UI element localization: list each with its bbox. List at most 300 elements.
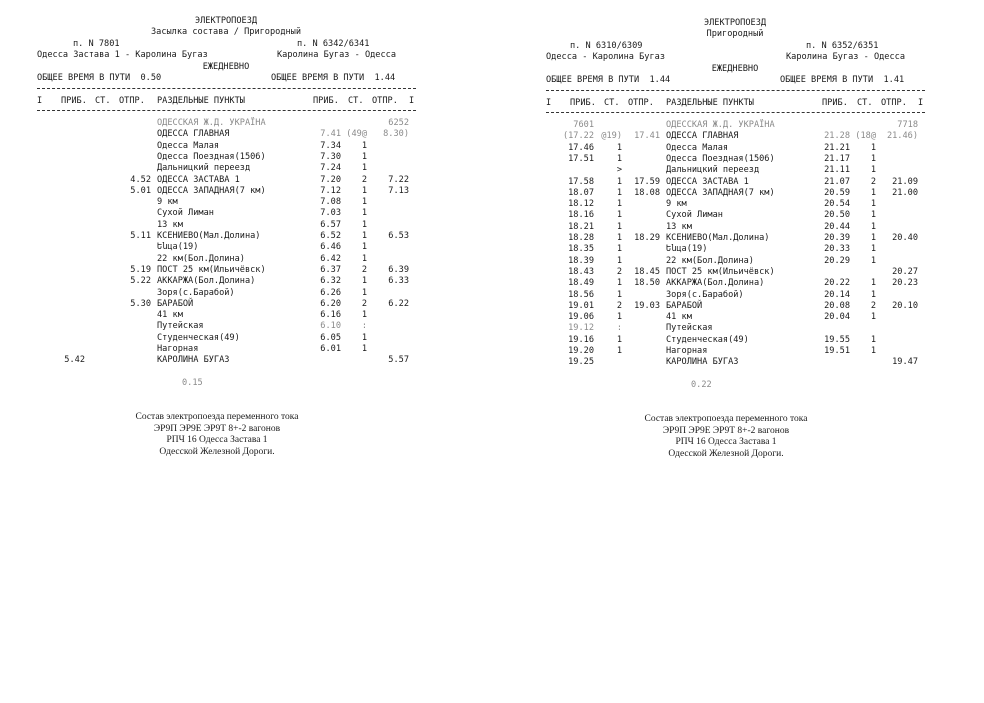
- header-i-right: I: [409, 96, 415, 106]
- arrival-outbound: [37, 321, 85, 332]
- departure-outbound: 18.45: [634, 266, 660, 277]
- arrival-outbound: [37, 299, 85, 310]
- station-name: ОДЕССА ЗАПАДНАЯ(7 км): [666, 187, 775, 198]
- arrival-outbound: [37, 141, 85, 152]
- departure-outbound: 18.29: [634, 233, 660, 243]
- stop-outbound: [89, 310, 113, 321]
- table-row: [546, 233, 938, 244]
- header-arrival-right: ПРИБ.: [822, 98, 848, 108]
- arrival-return: 20.54: [824, 199, 850, 210]
- station-name: ОДЕССА ЗАСТАВА 1: [666, 176, 749, 187]
- stop-return: 1: [361, 310, 367, 321]
- departure-return: [367, 254, 409, 265]
- stop-return: 2: [361, 264, 367, 275]
- arrival-return: 19.55: [824, 334, 850, 345]
- station-name: 13 км: [666, 221, 692, 232]
- station-name: 22 км(Бол.Долина): [157, 253, 245, 264]
- stop-return: 1: [361, 185, 367, 196]
- header-arrival-left: ПРИБ.: [61, 96, 87, 106]
- station-name: КСЕНИЕВО(Мал.Долина): [666, 233, 770, 243]
- stop-return: 2: [361, 298, 367, 309]
- departure-outbound: [115, 163, 151, 174]
- train-number-return: п. N 6342/6341: [297, 39, 370, 49]
- header-stop-right: СТ.: [348, 96, 364, 106]
- station-name: Одесса Малая: [666, 142, 729, 153]
- stop-outbound: 2: [616, 266, 622, 277]
- arrival-outbound: [37, 310, 85, 321]
- station-name: КСЕНИЕВО(Мал.Долина): [157, 231, 261, 241]
- stop-outbound: 2: [616, 300, 622, 311]
- departure-outbound: 5.19: [130, 264, 151, 275]
- table-header: [546, 98, 938, 109]
- departure-outbound: [115, 208, 151, 219]
- header-arrival-left: ПРИБ.: [570, 98, 596, 108]
- stop-return: 2: [870, 176, 876, 187]
- stop-return: 1: [870, 210, 876, 221]
- departure-return: 7718: [897, 120, 918, 130]
- arrival-outbound: [37, 220, 85, 231]
- stop-outbound: [89, 129, 113, 140]
- stop-outbound: 1: [616, 312, 622, 323]
- departure-return: [876, 290, 918, 301]
- arrival-outbound: [546, 165, 594, 176]
- stop-return: 1: [361, 219, 367, 230]
- table-row: [37, 344, 429, 355]
- train-number-outbound: п. N 6310/6309: [570, 41, 643, 51]
- arrival-return: 6.05: [320, 332, 341, 343]
- departure-outbound: [115, 310, 151, 321]
- departure-outbound: 17.59: [634, 176, 660, 187]
- stop-return: 1: [361, 287, 367, 298]
- header-departure-left: ОТПР.: [119, 96, 145, 106]
- station-name: Дальницкий переезд: [666, 165, 760, 176]
- arrival-return: [808, 357, 850, 368]
- arrival-outbound: [37, 118, 85, 129]
- station-name: ОДЕССКАЯ Ж.Д. УКРАЇНА: [157, 118, 266, 128]
- table-row: [546, 210, 938, 221]
- departure-outbound: 19.03: [634, 300, 660, 311]
- departure-return: 7.13: [388, 185, 409, 196]
- arrival-outbound: 19.20: [568, 346, 594, 356]
- stop-return: 1: [870, 142, 876, 153]
- stop-outbound: [89, 254, 113, 265]
- arrival-outbound: [37, 231, 85, 242]
- header-stop-left: СТ.: [604, 98, 620, 108]
- total-time-return: ОБЩЕЕ ВРЕМЯ В ПУТИ 1.44: [271, 73, 396, 83]
- arrival-return: [299, 118, 341, 129]
- train-number-outbound: п. N 7801: [73, 39, 120, 49]
- stop-return: 1: [870, 255, 876, 266]
- stop-outbound: [89, 299, 113, 310]
- stop-outbound: 1: [616, 346, 622, 356]
- arrival-outbound: [37, 333, 85, 344]
- arrival-return: 21.21: [824, 142, 850, 153]
- arrival-outbound: 18.16: [568, 210, 594, 221]
- arrival-outbound: 19.25: [568, 357, 594, 368]
- table-row: [546, 143, 938, 154]
- departure-outbound: [624, 210, 660, 221]
- stop-return: [852, 357, 876, 368]
- table-row: [546, 165, 938, 176]
- arrival-outbound: 19.12: [568, 323, 594, 334]
- departure-outbound: 5.01: [130, 185, 151, 196]
- arrival-return: 20.44: [824, 221, 850, 232]
- stop-outbound: 1: [616, 244, 622, 255]
- arrival-return: [299, 355, 341, 366]
- station-name: Путейская: [666, 323, 713, 334]
- stop-return: 1: [870, 165, 876, 176]
- departure-outbound: [624, 256, 660, 267]
- arrival-outbound: 18.35: [568, 244, 594, 255]
- table-row: [37, 355, 429, 366]
- arrival-outbound: [37, 265, 85, 276]
- timetable-rows: [37, 118, 429, 368]
- station-name: ОДЕССА ГЛАВНАЯ: [666, 131, 739, 142]
- departure-outbound: [624, 323, 660, 334]
- timetable-right: [546, 0, 938, 470]
- arrival-return: 6.20: [320, 298, 341, 309]
- station-name: Сухой Лиман: [157, 208, 214, 219]
- stop-return: [852, 267, 876, 278]
- arrival-return: 20.08: [824, 300, 850, 311]
- departure-return: [367, 242, 409, 253]
- stop-return: 1: [361, 231, 367, 241]
- arrival-outbound: 19.06: [568, 312, 594, 323]
- departure-return: [367, 163, 409, 174]
- arrival-outbound: [37, 129, 85, 140]
- stop-outbound: [598, 120, 622, 131]
- station-name: АККАРЖА(Бол.Долина): [157, 276, 256, 287]
- header-stop-right: СТ.: [857, 98, 873, 108]
- stop-return: 1: [870, 233, 876, 243]
- station-name: 9 км: [157, 197, 178, 208]
- total-time-outbound: ОБЩЕЕ ВРЕМЯ В ПУТИ 0.50: [37, 73, 162, 83]
- route-return: Каролина Бугаз - Одесса: [786, 52, 905, 62]
- stop-return: [852, 120, 876, 131]
- arrival-return: 20.59: [824, 187, 850, 198]
- header-stop-left: СТ.: [95, 96, 111, 106]
- table-row: [546, 312, 938, 323]
- station-name: 41 км: [666, 312, 692, 323]
- arrival-outbound: 17.58: [568, 176, 594, 187]
- table-row: [546, 199, 938, 210]
- arrival-outbound: 7601: [573, 120, 594, 130]
- departure-outbound: [624, 312, 660, 323]
- arrival-outbound: 19.16: [568, 334, 594, 345]
- arrival-return: 20.14: [824, 289, 850, 300]
- departure-outbound: [624, 199, 660, 210]
- table-row: [37, 186, 429, 197]
- station-name: 22 км(Бол.Долина): [666, 255, 754, 266]
- arrival-outbound: 19.01: [568, 300, 594, 311]
- stop-return: 1: [870, 153, 876, 164]
- stop-time: 0.22: [691, 380, 712, 390]
- station-name: 41 км: [157, 310, 183, 321]
- departure-outbound: [624, 222, 660, 233]
- arrival-return: 19.51: [824, 346, 850, 356]
- stop-outbound: [89, 321, 113, 332]
- stop-outbound: 1: [616, 142, 622, 153]
- timetable-left: [37, 0, 429, 470]
- arrival-return: 20.33: [824, 244, 850, 255]
- arrival-return: 20.04: [824, 312, 850, 323]
- table-row: [37, 175, 429, 186]
- arrival-outbound: [37, 186, 85, 197]
- arrival-outbound: 18.28: [568, 233, 594, 243]
- departure-outbound: 17.41: [634, 131, 660, 142]
- stop-return: 1: [870, 278, 876, 289]
- header-departure-left: ОТПР.: [628, 98, 654, 108]
- arrival-outbound: 18.21: [568, 221, 594, 232]
- footer-line: Одесской Железной Дороги.: [668, 448, 784, 459]
- stop-return: 1: [361, 151, 367, 162]
- arrival-outbound: [37, 163, 85, 174]
- departure-return: 8.30): [383, 129, 409, 140]
- arrival-return: 20.50: [824, 210, 850, 221]
- departure-outbound: [115, 118, 151, 129]
- arrival-return: 20.39: [824, 233, 850, 243]
- arrival-return: 7.30: [320, 151, 341, 162]
- table-row: [37, 276, 429, 287]
- stop-return: 1: [870, 187, 876, 198]
- stop-outbound: 1: [616, 278, 622, 289]
- stop-return: 1: [361, 253, 367, 264]
- arrival-return: 7.20: [320, 174, 341, 185]
- departure-outbound: [115, 141, 151, 152]
- station-name: 9 км: [666, 199, 687, 210]
- timetable-title: ЭЛЕКТРОПОЕЗД: [703, 18, 767, 28]
- header-i-left: I: [37, 96, 43, 106]
- arrival-return: 7.12: [320, 185, 341, 196]
- arrival-return: 6.26: [320, 287, 341, 298]
- separator: [546, 112, 925, 113]
- departure-return: 5.57: [388, 355, 409, 366]
- stop-return: 1: [870, 199, 876, 210]
- departure-return: [367, 333, 409, 344]
- table-row: [546, 335, 938, 346]
- arrival-return: 6.52: [320, 231, 341, 241]
- departure-outbound: [624, 335, 660, 346]
- stop-outbound: [89, 220, 113, 231]
- arrival-return: 21.11: [824, 165, 850, 176]
- table-row: [37, 141, 429, 152]
- station-name: 13 км: [157, 219, 183, 230]
- stop-return: 1: [361, 140, 367, 151]
- timetable-subtitle: Засылка состава / Пригородный: [150, 27, 302, 37]
- departure-outbound: [115, 344, 151, 355]
- table-row: [37, 242, 429, 253]
- table-header: [37, 96, 429, 107]
- header-arrival-right: ПРИБ.: [313, 96, 339, 106]
- arrival-outbound: 17.46: [568, 142, 594, 153]
- stop-return: 1: [361, 163, 367, 174]
- header-stations: РАЗДЕЛЬНЫЕ ПУНКТЫ: [157, 96, 245, 106]
- table-row: [546, 290, 938, 301]
- arrival-outbound: [37, 344, 85, 355]
- stop-return: (49@: [346, 129, 367, 140]
- arrival-return: 20.22: [824, 278, 850, 289]
- station-name: Ենца(19): [157, 242, 199, 253]
- departure-outbound: [624, 143, 660, 154]
- footer-line: Состав электропоезда переменного тока: [644, 414, 808, 424]
- stop-outbound: 1: [616, 334, 622, 345]
- arrival-outbound: [37, 197, 85, 208]
- station-name: Зоря(с.Барабой): [157, 287, 235, 298]
- table-row: [37, 231, 429, 242]
- table-row: [37, 197, 429, 208]
- arrival-return: 6.10: [320, 321, 341, 332]
- station-name: КАРОЛИНА БУГАЗ: [157, 355, 230, 366]
- station-name: Одесса Поездная(1506): [157, 151, 266, 162]
- table-row: [546, 188, 938, 199]
- stop-outbound: [89, 186, 113, 197]
- separator: [37, 110, 416, 111]
- stop-outbound: [89, 231, 113, 242]
- station-name: Нагорная: [157, 344, 199, 354]
- stop-return: [343, 355, 367, 366]
- departure-return: [367, 220, 409, 231]
- departure-return: [367, 152, 409, 163]
- station-name: Нагорная: [666, 346, 708, 356]
- departure-return: 19.47: [892, 357, 918, 368]
- arrival-outbound: [37, 208, 85, 219]
- arrival-return: 7.08: [320, 197, 341, 208]
- separator: [546, 90, 925, 91]
- total-time-return: ОБЩЕЕ ВРЕМЯ В ПУТИ 1.41: [780, 75, 905, 85]
- table-row: [546, 278, 938, 289]
- arrival-return: 20.29: [824, 255, 850, 266]
- departure-outbound: [115, 152, 151, 163]
- departure-return: [876, 312, 918, 323]
- arrival-outbound: (17.22: [562, 131, 594, 142]
- station-name: КАРОЛИНА БУГАЗ: [666, 357, 739, 368]
- stop-return: 1: [361, 242, 367, 253]
- stop-outbound: >: [616, 165, 622, 176]
- departure-return: [367, 321, 409, 332]
- stop-outbound: [89, 163, 113, 174]
- table-row: [37, 220, 429, 231]
- arrival-return: 6.57: [320, 219, 341, 230]
- departure-outbound: 5.30: [130, 298, 151, 309]
- arrival-return: [808, 323, 850, 334]
- departure-return: [876, 210, 918, 221]
- arrival-return: 21.28: [824, 131, 850, 142]
- arrival-return: 6.46: [320, 242, 341, 253]
- departure-return: 21.46): [886, 131, 918, 142]
- arrival-return: 7.03: [320, 208, 341, 219]
- table-row: [37, 129, 429, 140]
- departure-outbound: [115, 129, 151, 140]
- stop-outbound: [89, 355, 113, 366]
- station-name: ОДЕССКАЯ Ж.Д. УКРАЇНА: [666, 120, 775, 130]
- header-departure-right: ОТПР.: [372, 96, 398, 106]
- arrival-return: 7.24: [320, 163, 341, 174]
- departure-return: [367, 310, 409, 321]
- departure-outbound: [115, 220, 151, 231]
- departure-return: [876, 165, 918, 176]
- departure-return: 6.53: [388, 231, 409, 241]
- departure-outbound: 18.08: [634, 187, 660, 198]
- arrival-outbound: [37, 242, 85, 253]
- footer-line: Одесской Железной Дороги.: [159, 446, 275, 457]
- departure-outbound: 5.11: [130, 231, 151, 241]
- departure-return: [367, 141, 409, 152]
- departure-outbound: [115, 321, 151, 332]
- departure-return: 20.23: [892, 278, 918, 289]
- arrival-return: 6.32: [320, 276, 341, 287]
- stop-outbound: [89, 175, 113, 186]
- departure-return: 6.39: [388, 264, 409, 275]
- footer-line: ЭР9П ЭР9Е ЭР9Т 8+-2 вагонов: [153, 423, 281, 434]
- stop-outbound: [89, 276, 113, 287]
- stop-outbound: 1: [616, 289, 622, 300]
- departure-outbound: 18.50: [634, 278, 660, 289]
- route-return: Каролина Бугаз - Одесса: [277, 50, 396, 60]
- arrival-outbound: 17.51: [568, 153, 594, 164]
- stop-outbound: 1: [616, 153, 622, 164]
- station-name: ПОСТ 25 км(Ильичёвск): [157, 264, 266, 275]
- arrival-return: 6.42: [320, 253, 341, 264]
- header-i-right: I: [918, 98, 924, 108]
- stop-outbound: [89, 141, 113, 152]
- table-row: [546, 120, 938, 131]
- departure-return: 20.40: [892, 233, 918, 243]
- table-row: [37, 333, 429, 344]
- departure-outbound: [624, 120, 660, 131]
- arrival-outbound: [37, 175, 85, 186]
- station-name: Зоря(с.Барабой): [666, 289, 744, 300]
- table-row: [546, 154, 938, 165]
- arrival-return: 21.17: [824, 153, 850, 164]
- table-row: [37, 208, 429, 219]
- timetable-subtitle: Пригородный: [706, 29, 764, 39]
- stop-return: 1: [870, 221, 876, 232]
- station-name: БАРАБОЙ: [157, 298, 194, 309]
- departure-return: 21.00: [892, 187, 918, 198]
- arrival-outbound: 18.56: [568, 289, 594, 300]
- header-stations: РАЗДЕЛЬНЫЕ ПУНКТЫ: [666, 98, 754, 108]
- table-row: [37, 152, 429, 163]
- departure-return: [876, 154, 918, 165]
- route-outbound: Одесса - Каролина Бугаз: [546, 52, 665, 62]
- stop-outbound: [89, 208, 113, 219]
- table-row: [37, 288, 429, 299]
- station-name: АККАРЖА(Бол.Долина): [666, 278, 765, 289]
- table-row: [546, 301, 938, 312]
- stop-outbound: [89, 333, 113, 344]
- arrival-outbound: 18.07: [568, 187, 594, 198]
- arrival-return: 6.16: [320, 310, 341, 321]
- arrival-outbound: 18.12: [568, 199, 594, 210]
- stop-outbound: [89, 344, 113, 355]
- station-name: БАРАБОЙ: [666, 300, 703, 311]
- arrival-return: [808, 120, 850, 131]
- stop-outbound: 1: [616, 210, 622, 221]
- arrival-return: 7.41: [320, 129, 341, 140]
- departure-return: [876, 199, 918, 210]
- frequency: ЕЖЕДНЕВНО: [711, 64, 759, 74]
- table-row: [546, 267, 938, 278]
- departure-outbound: 4.52: [130, 174, 151, 185]
- station-name: Одесса Малая: [157, 140, 220, 151]
- stop-return: 1: [361, 332, 367, 343]
- stop-outbound: @19): [601, 131, 622, 142]
- footer-line: РПЧ 16 Одесса Застава 1: [675, 437, 777, 447]
- departure-return: [876, 244, 918, 255]
- train-number-return: п. N 6352/6351: [806, 41, 879, 51]
- timetable-rows: [546, 120, 938, 370]
- table-row: [546, 177, 938, 188]
